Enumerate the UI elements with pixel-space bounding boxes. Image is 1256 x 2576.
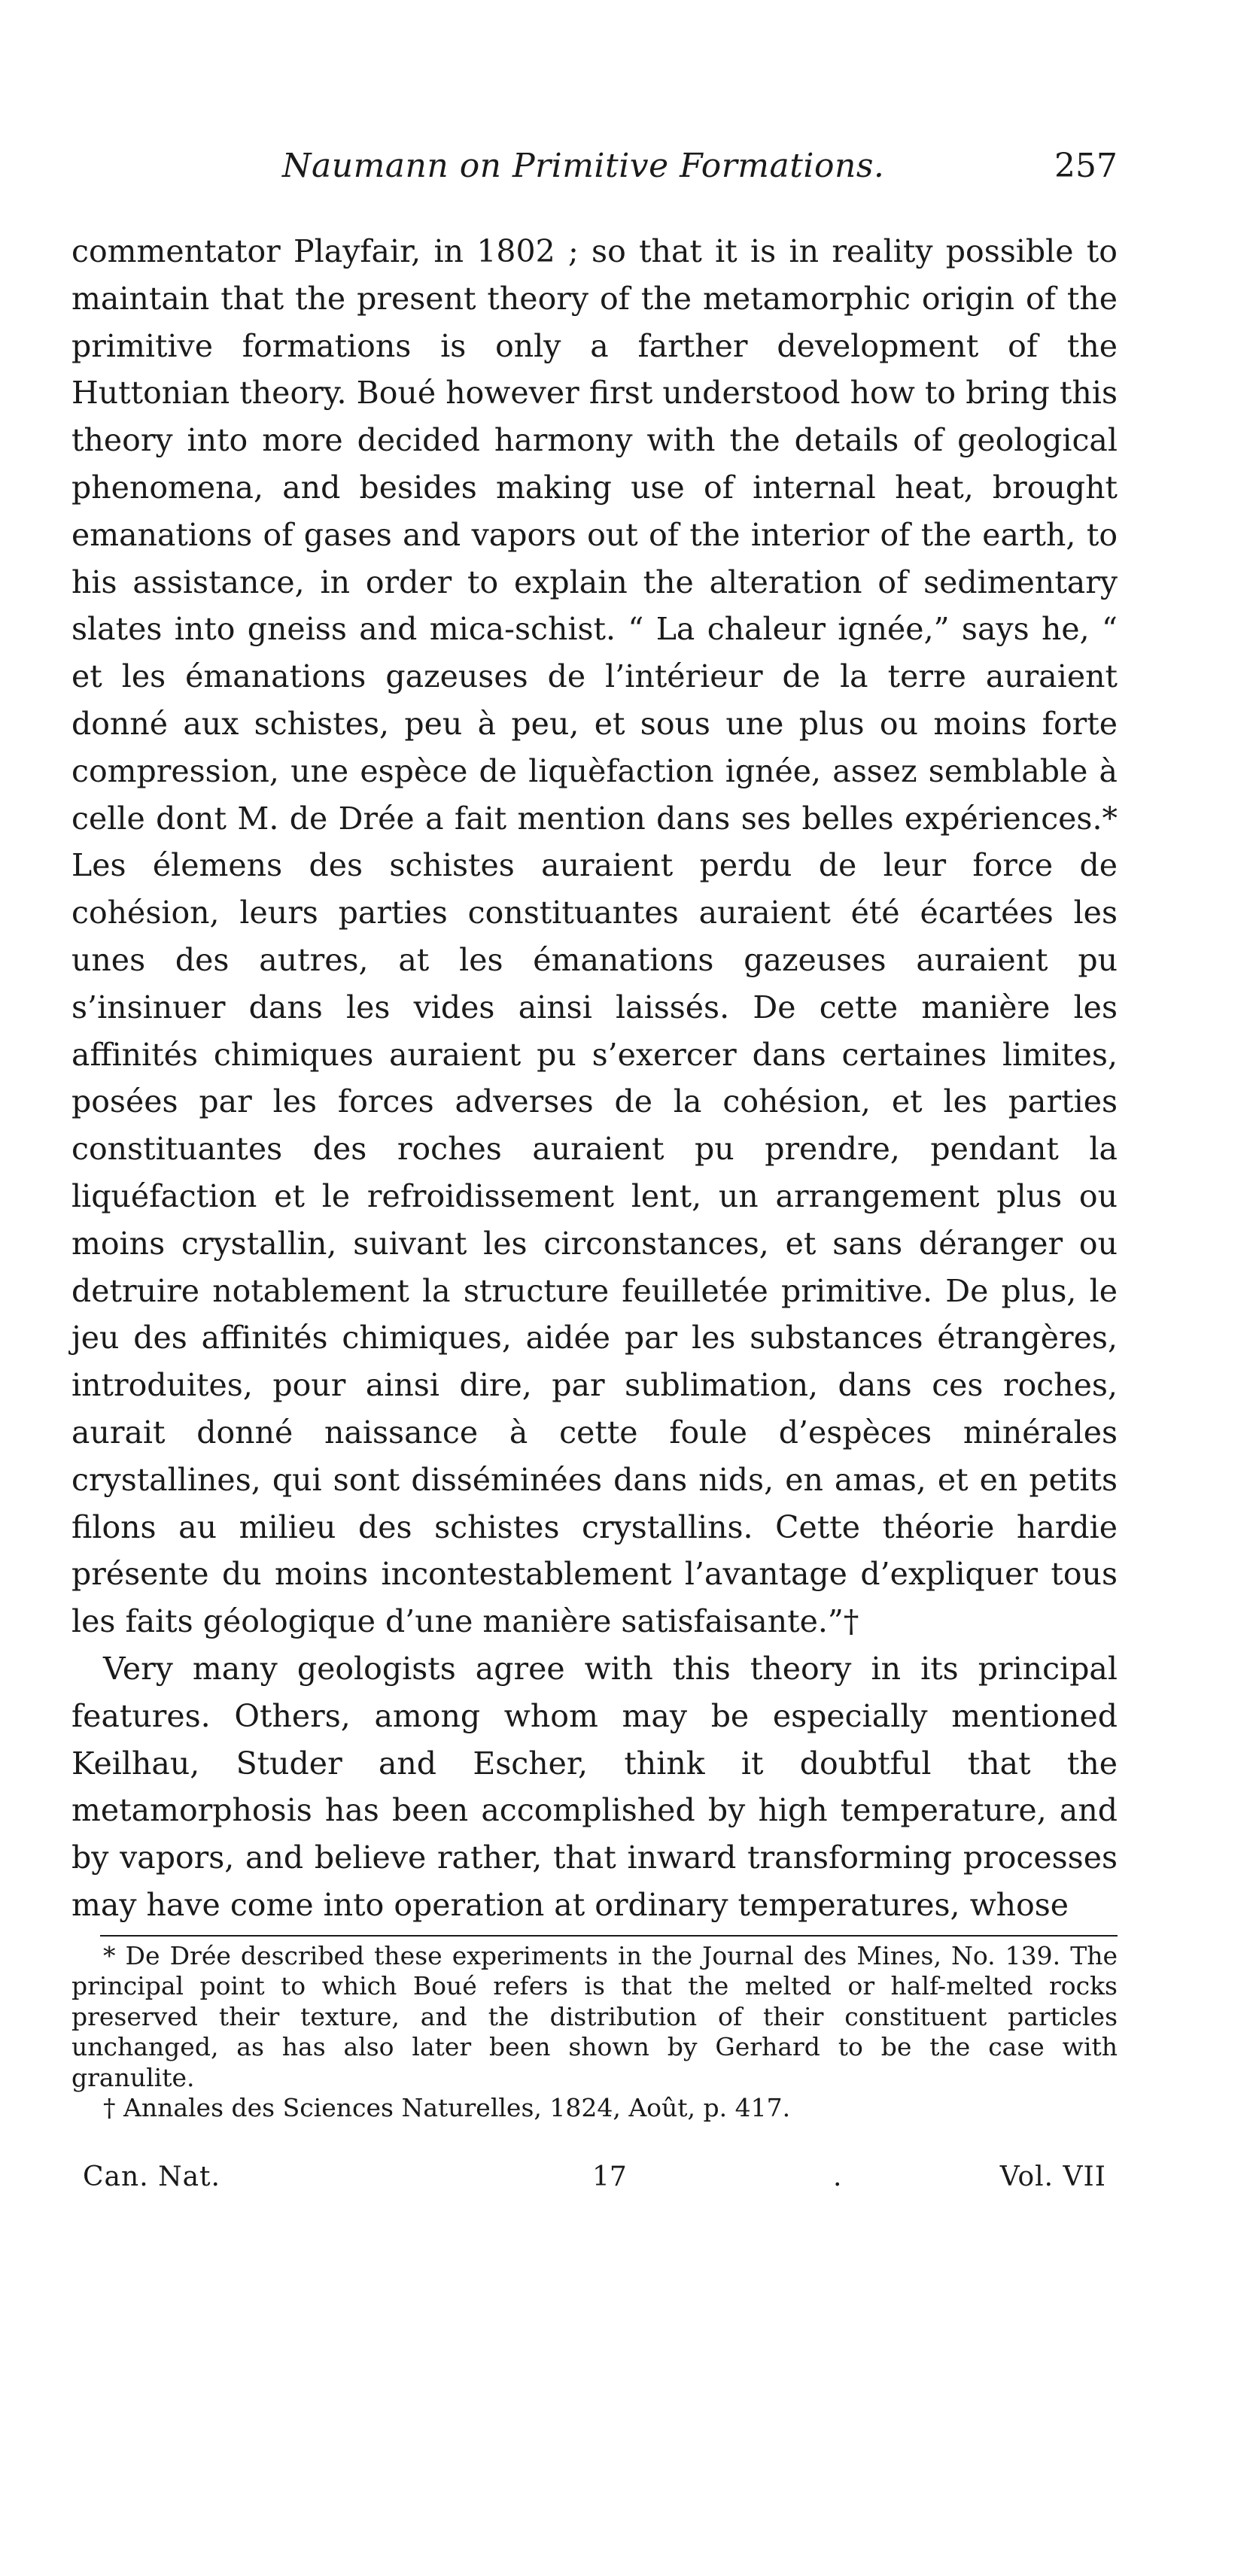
body-text bbox=[71, 228, 1118, 1929]
signature-number: 17 bbox=[592, 2161, 627, 2192]
page-number: 257 bbox=[1054, 147, 1118, 185]
footnotes bbox=[71, 1941, 1118, 2124]
running-title: Naumann on Primitive Formations. bbox=[282, 147, 885, 185]
footnote-rule bbox=[100, 1935, 1118, 1937]
footnote-2: † Annales des Sciences Naturelles, 1824, Août, p. 417. bbox=[103, 2093, 791, 2123]
signature-volume: Vol. VII bbox=[999, 2161, 1106, 2192]
paragraph-2: Very many geologists agree with this theory in its principal features. Others, among whom may be especially mentioned Keilhau, Studer and Escher, think it doubtful that the metamorphosis has been accomplished by high temperature, and by vapors, and believe rather, that inward transforming processes may have come into operation at ordinary temperatures, whose bbox=[71, 1650, 1118, 1923]
signature-line bbox=[71, 2161, 1118, 2199]
paragraph-1: commentator Playfair, in 1802 ; so that it is in reality possible to maintain that the present theory of the metamorphic origin of the primitive formations is only a farther development of the Huttonian theory. Boué however first understood how to bring this theory into more decided harmony with the details of geological phenomena, and besides making use of internal heat, brought emanations of gases and vapors out of the interior of the earth, to his assistance, in order to explain the alteration of sedimentary slates into gneiss and mica-schist. “ La chaleur ignée,” says he, “ et les émanations gazeuses de l’intérieur de la terre auraient donné aux schistes, peu à peu, et sous une plus ou moins forte compression, une espèce de liquèfaction ignée, assez semblable à celle dont M. de Drée a fait mention dans ses belles expériences.* Les élemens des schistes auraient perdu de leur force de cohésion, leurs parties constituantes auraient été écartées les unes des autres, at les émanations gazeuses auraient pu s’insinuer dans les vides ainsi laissés. De cette manière les affinités chimiques auraient pu s’exercer dans certaines limites, posées par les forces adverses de la cohésion, et les parties constituantes des roches auraient pu prendre, pendant la liquéfaction et le refroidissement lent, un arrangement plus ou moins crystallin, suivant les circonstances, et sans déranger ou detruire notablement la structure feuilletée primitive. De plus, le jeu des affinités chimiques, aidée par les substances étrangères, introduites, pour ainsi dire, par sublimation, dans ces roches, aurait donné naissance à cette foule d’espèces minérales crystallines, qui sont disséminées dans nids, en amas, et en petits filons au milieu des schistes crystallins. Cette théorie hardie présente du moins incontestablement l’avantage d’expliquer tous les faits géologique d’une manière satisfaisante.”† bbox=[71, 233, 1118, 1640]
running-header bbox=[71, 147, 1118, 199]
signature-journal: Can. Nat. bbox=[83, 2161, 220, 2192]
footnote-1: * De Drée described these experiments in the Journal des Mines, No. 139. The principal point to which Boué refers is that the melted or half-melted rocks preserved their texture, and the distribution of their constituent particles unchanged, as has also later been shown by Gerhard to be the case with granulite. bbox=[71, 1940, 1118, 2092]
signature-dot: . bbox=[833, 2161, 842, 2192]
page bbox=[71, 147, 1118, 2199]
